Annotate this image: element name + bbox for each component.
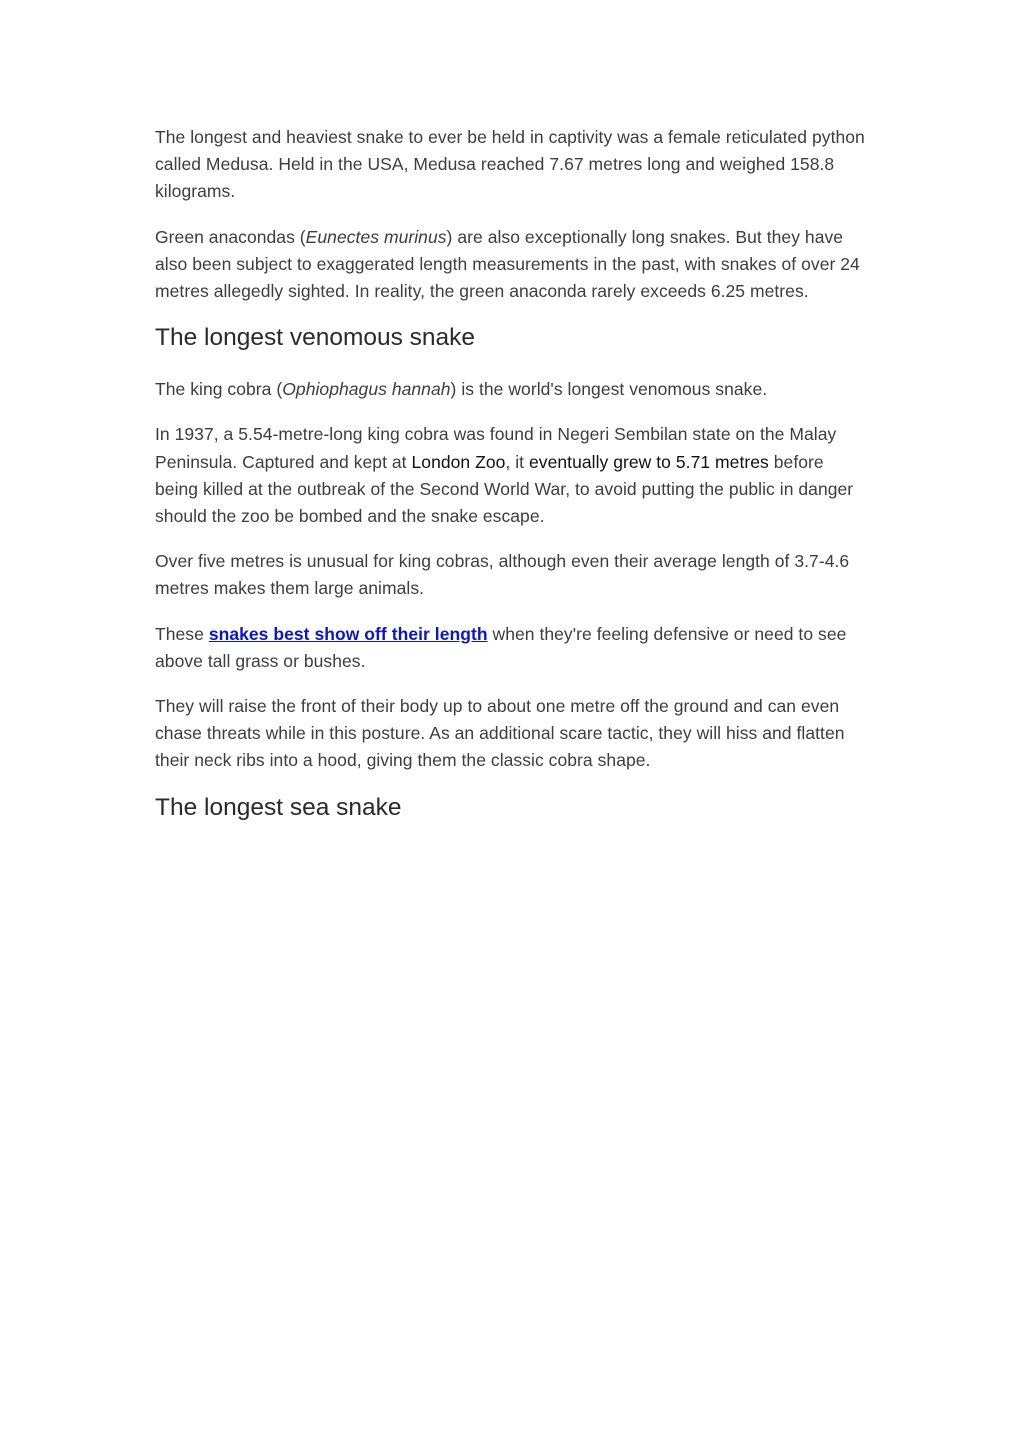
paragraph-show-length-text-start: These [155, 623, 209, 644]
species-name-anaconda: Eunectes murinus [305, 226, 447, 247]
paragraph-anaconda-text-end: ) are also exceptionally long snakes. But they have also been subject to exaggerated length measurements in the past, with snakes of over 24 metres allegedly sighted. In reality, the green anaconda rarely exceeds 6.25 metres. [155, 226, 860, 302]
london-zoo-link[interactable]: London Zoo [411, 451, 506, 472]
paragraph-medusa: The longest and heaviest snake to ever be held in captivity was a female reticulated python called Medusa. Held in the USA, Medusa reached 7.67 metres long and weighed 158.8 kilograms. [155, 127, 865, 202]
heading-longest-sea-snake: The longest sea snake [155, 793, 402, 821]
paragraph-london-zoo [155, 421, 871, 530]
species-name-king-cobra: Ophiophagus hannah [282, 379, 451, 400]
eventually-grew-link[interactable]: eventually grew to 5.71 metres [529, 451, 769, 472]
paragraph-king-cobra-text-end: ) is the world's longest venomous snake. [450, 379, 768, 400]
paragraph-anaconda [155, 224, 871, 306]
paragraph-london-zoo-text-end: before being killed at the outbreak of the Second World War, to avoid putting the public in danger should the zoo be bombed and the snake escape. [155, 451, 854, 527]
snakes-show-length-link[interactable]: snakes best show off their length [208, 623, 488, 644]
paragraph-show-length-text-end: when they're feeling defensive or need to see above tall grass or bushes. [155, 623, 847, 671]
heading-longest-venomous-snake: The longest venomous snake [155, 324, 476, 352]
paragraph-anaconda-text-start: Green anacondas ( [155, 226, 306, 247]
document-page [155, 124, 871, 823]
paragraph-king-cobra [155, 376, 871, 403]
paragraph-london-zoo-text-start: In 1937, a 5.54-metre-long king cobra was found in Negeri Sembilan state on the Malay Peninsula. Captured and kept at [155, 424, 837, 472]
paragraph-hood-posture: They will raise the front of their body up to about one metre off the ground and can even chase threats while in this posture. As an additional scare tactic, they will hiss and flatten their neck ribs into a hood, giving them the classic cobra shape. [155, 696, 845, 771]
paragraph-london-zoo-text-middle: , it [505, 451, 530, 472]
paragraph-average-length: Over five metres is unusual for king cobras, although even their average length of 3.7-4.6 metres makes them large animals. [155, 551, 850, 599]
paragraph-king-cobra-text-start: The king cobra ( [155, 379, 283, 400]
paragraph-show-length [155, 621, 871, 675]
